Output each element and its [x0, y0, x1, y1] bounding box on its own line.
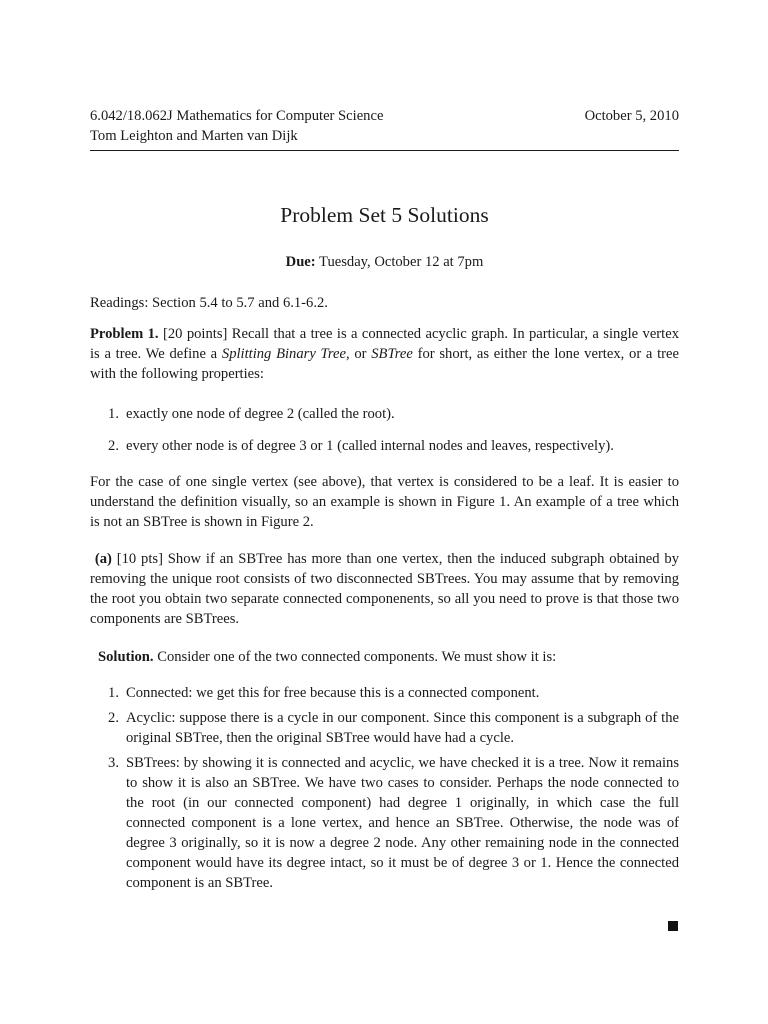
part-a-points: [10 pts] [111, 551, 163, 567]
qed-square-icon [668, 921, 678, 931]
part-a-text: Show if an SBTree has more than one vertex, then the induced subgraph obtained by removing the unique root consists of two disconnected SBTrees. You may assume that by removing the root you obtain two separate connected componenents, so all you need to prove is that those two components are SBTrees. [90, 551, 679, 627]
problem-1-text-b: , or [345, 346, 372, 362]
list-item [90, 708, 679, 748]
due-date [90, 252, 679, 272]
list-number-text: 1. [108, 685, 119, 701]
document-date: October 5, 2010 [584, 108, 679, 124]
term-sbtree: SBTree [371, 346, 413, 362]
problem-1-points: [20 points] [162, 326, 228, 342]
problem-1-heading: Problem 1. [90, 326, 159, 342]
single-vertex-note: For the case of one single vertex (see above), that vertex is considered to be a leaf. It is easier to understand the definition visually, so an example is shown in Figure 1. An example of a tree which is not an SBTree is shown in Figure 2. [90, 474, 679, 530]
problem-1-statement [90, 324, 679, 384]
solution-intro-text: Consider one of the two connected components. We must show it is: [153, 649, 557, 665]
list-number-text: 1. [108, 406, 119, 422]
solution-label: Solution. [98, 649, 154, 665]
authors: Tom Leighton and Marten van Dijk [90, 128, 298, 144]
list-number-text: 2. [108, 710, 119, 726]
readings: Readings: Section 5.4 to 5.7 and 6.1-6.2. [90, 295, 328, 311]
list-item-text: Connected: we get this for free because this is a connected component. [126, 685, 540, 701]
list-item-text: Acyclic: suppose there is a cycle in our component. Since this component is a subgraph of the original SBTree, then the original SBTree would have had a cycle. [126, 710, 679, 746]
solution-list [90, 683, 679, 893]
part-a-statement [90, 549, 679, 629]
list-number [90, 404, 126, 424]
list-item-text: SBTrees: by showing it is connected and acyclic, we have checked it is a tree. Now it remains to show it is also an SBTree. We have two cases to consider. Perhaps the node connected to the root (in our connected component) had degree 1 originally, in which case the full connected component is a lone vertex, and hence an SBTree. Otherwise, the node was of degree 3 originally, so it is now a degree 2 node. Any other remaining node in the connected component would have its degree intact, so it must be of degree 3 or 1. Hence the connected component is an SBTree. [126, 755, 679, 891]
problem-1-text-c: for short, as either the lone vertex, or a tree with the following properties: [90, 346, 679, 382]
header-top-row [90, 106, 679, 126]
solution-intro [98, 647, 679, 667]
header-rule [90, 150, 679, 151]
list-item [90, 436, 679, 456]
list-item [90, 753, 679, 893]
part-a-label: (a) [94, 551, 112, 567]
list-number [90, 683, 126, 703]
list-item-text: every other node is of degree 3 or 1 (called internal nodes and leaves, respectively). [126, 438, 614, 454]
list-number [90, 753, 126, 893]
page-title: Problem Set 5 Solutions [280, 203, 489, 227]
list-number [90, 436, 126, 456]
list-item [90, 683, 679, 703]
list-number-text: 3. [108, 755, 119, 771]
list-number [90, 708, 126, 748]
due-label: Due: [285, 254, 316, 270]
course-name: 6.042/18.062J Mathematics for Computer Science [90, 108, 384, 124]
due-text: Tuesday, October 12 at 7pm [315, 254, 484, 270]
sbtree-properties-list [90, 404, 679, 456]
document-header [90, 106, 679, 146]
list-item [90, 404, 679, 424]
list-item-text: exactly one node of degree 2 (called the root). [126, 406, 395, 422]
list-number-text: 2. [108, 438, 119, 454]
document-body [90, 293, 679, 898]
term-splitting-binary-tree: Splitting Binary Tree [221, 346, 346, 362]
problem-1-text-a: Recall that a tree is a connected acyclic graph. In particular, a single vertex is a tree. We define a [90, 326, 679, 362]
